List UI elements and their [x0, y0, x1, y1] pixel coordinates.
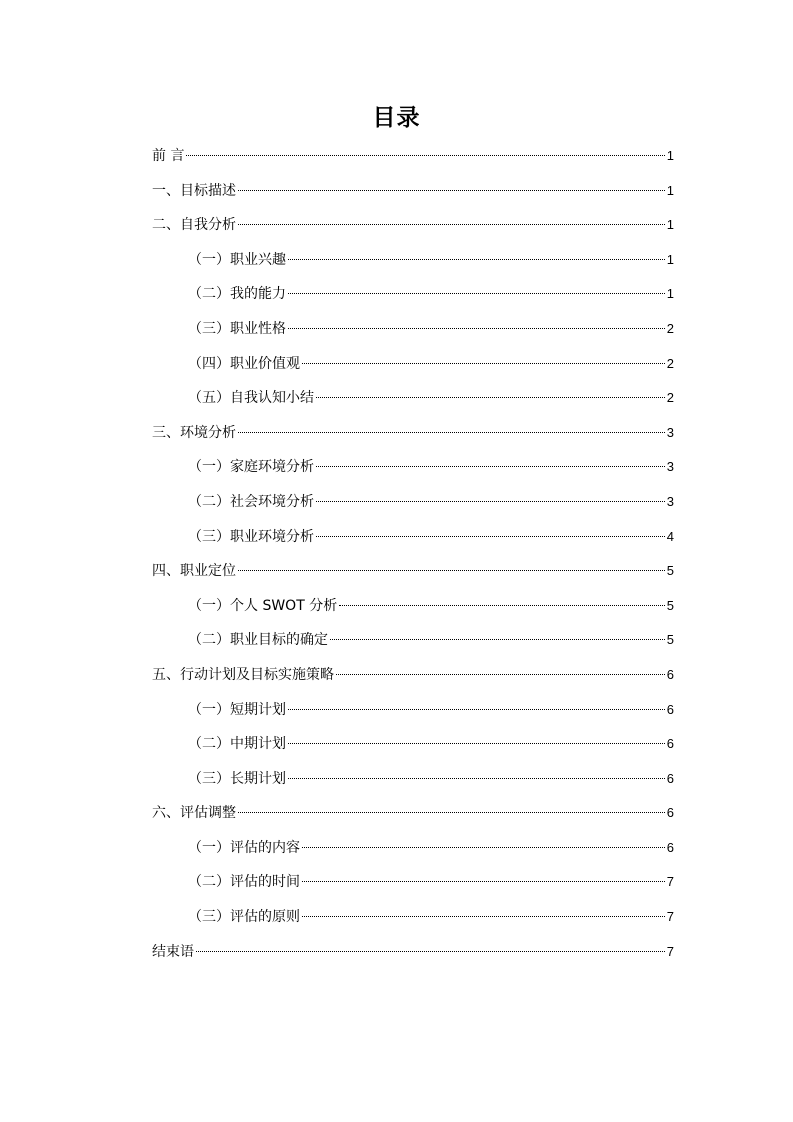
toc-page-number: 4 [666, 528, 674, 544]
toc-page-number: 1 [666, 286, 674, 302]
toc-entry[interactable] [152, 868, 674, 903]
toc-entry[interactable] [152, 315, 674, 350]
toc-entry-text: （三）评估的原则 [188, 909, 300, 926]
toc-entry[interactable] [152, 523, 674, 558]
toc-dot-leader [238, 431, 665, 433]
toc-entry[interactable] [152, 557, 674, 592]
toc-entry[interactable] [152, 799, 674, 834]
toc-page-number: 6 [666, 736, 674, 752]
toc-dot-leader [238, 811, 665, 813]
toc-entry[interactable] [152, 765, 674, 800]
toc-entry-text: （三）职业环境分析 [188, 528, 314, 545]
toc-dot-leader [330, 638, 665, 640]
toc-entry-text: 结束语 [152, 943, 194, 960]
toc-entry[interactable] [152, 938, 674, 973]
toc-dot-leader [288, 777, 665, 779]
toc-entry-text: 一、目标描述 [152, 182, 236, 199]
toc-page-number: 6 [666, 805, 674, 821]
toc-page-number: 7 [666, 943, 674, 959]
toc-entry-text: （二）社会环境分析 [188, 493, 314, 510]
toc-title: 目录 [372, 105, 421, 131]
toc-page-number: 3 [666, 424, 674, 440]
toc-dot-leader [196, 950, 665, 952]
toc-entry-text: （三）职业性格 [188, 320, 286, 337]
toc-page-number: 3 [666, 493, 674, 509]
toc-dot-leader [238, 189, 665, 191]
toc-entry[interactable] [152, 626, 674, 661]
toc-page-number: 2 [666, 320, 674, 336]
toc-entry[interactable] [152, 142, 674, 177]
toc-list [152, 142, 674, 972]
toc-entry-text: 二、自我分析 [152, 217, 236, 234]
toc-entry-text: （二）评估的时间 [188, 874, 300, 891]
toc-entry[interactable] [152, 488, 674, 523]
toc-dot-leader [316, 396, 665, 398]
toc-entry-text: （五）自我认知小结 [188, 390, 314, 407]
toc-entry[interactable] [152, 903, 674, 938]
toc-entry-text: 四、职业定位 [152, 563, 236, 580]
toc-entry[interactable] [152, 384, 674, 419]
toc-entry[interactable] [152, 419, 674, 454]
toc-page-number: 2 [666, 390, 674, 406]
toc-entry[interactable] [152, 696, 674, 731]
toc-dot-leader [288, 327, 665, 329]
toc-dot-leader [302, 362, 665, 364]
toc-dot-leader [336, 673, 665, 675]
toc-entry-text: （一）评估的内容 [188, 839, 300, 856]
toc-entry-text: 五、行动计划及目标实施策略 [152, 666, 334, 683]
toc-entry-text: 前 言 [152, 148, 185, 164]
toc-dot-leader [288, 258, 665, 260]
toc-entry[interactable] [152, 350, 674, 385]
toc-dot-leader [238, 569, 665, 571]
toc-page-number: 3 [666, 459, 674, 475]
toc-page-number: 6 [666, 666, 674, 682]
toc-dot-leader [186, 154, 664, 156]
toc-entry-text: （二）中期计划 [188, 736, 286, 753]
toc-page-number: 6 [666, 839, 674, 855]
toc-dot-leader [339, 604, 665, 606]
toc-entry-text: （一）短期计划 [188, 701, 286, 718]
toc-page-number: 7 [666, 874, 674, 890]
toc-entry[interactable] [152, 834, 674, 869]
toc-page-number: 1 [666, 148, 674, 163]
toc-page-number: 2 [666, 355, 674, 371]
toc-entry-text: （四）职业价值观 [188, 355, 300, 372]
toc-entry[interactable] [152, 280, 674, 315]
toc-entry[interactable] [152, 730, 674, 765]
toc-entry-text: （一）家庭环境分析 [188, 459, 314, 476]
toc-dot-leader [316, 465, 665, 467]
toc-page-number: 7 [666, 909, 674, 925]
toc-page-number: 1 [666, 251, 674, 267]
toc-entry-text: （二）职业目标的确定 [188, 632, 328, 649]
toc-entry-text: （一）职业兴趣 [188, 251, 286, 268]
toc-dot-leader [288, 708, 665, 710]
toc-dot-leader [302, 880, 665, 882]
toc-dot-leader [238, 223, 665, 225]
toc-page-number: 6 [666, 701, 674, 717]
toc-page-number: 6 [666, 770, 674, 786]
toc-entry[interactable] [152, 177, 674, 212]
toc-page-number: 1 [666, 217, 674, 233]
toc-dot-leader [316, 535, 665, 537]
toc-dot-leader [302, 846, 665, 848]
toc-entry-text: （三）长期计划 [188, 770, 286, 787]
toc-dot-leader [316, 500, 665, 502]
toc-page-number: 1 [666, 182, 674, 198]
toc-dot-leader [288, 292, 665, 294]
toc-dot-leader [288, 742, 665, 744]
toc-dot-leader [302, 915, 665, 917]
toc-entry[interactable] [152, 592, 674, 627]
toc-page-number: 5 [666, 597, 674, 613]
toc-entry-text: （二）我的能力 [188, 286, 286, 303]
toc-page-number: 5 [666, 632, 674, 648]
toc-page-number: 5 [666, 563, 674, 579]
toc-entry[interactable] [152, 661, 674, 696]
toc-entry-text: （一）个人 SWOT 分析 [188, 597, 338, 614]
toc-entry[interactable] [152, 211, 674, 246]
toc-entry-text: 六、评估调整 [152, 805, 236, 822]
toc-entry[interactable] [152, 453, 674, 488]
toc-entry-text: 三、环境分析 [152, 424, 236, 441]
toc-entry[interactable] [152, 246, 674, 281]
